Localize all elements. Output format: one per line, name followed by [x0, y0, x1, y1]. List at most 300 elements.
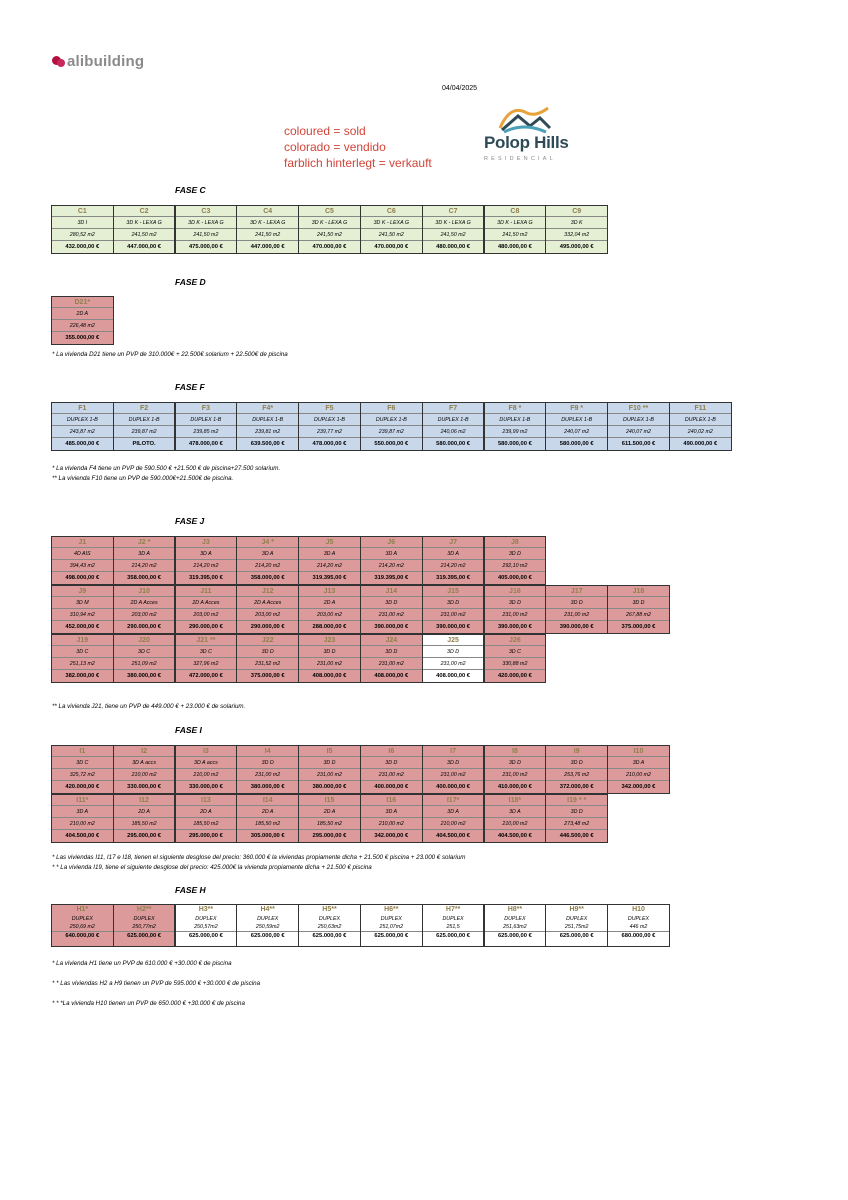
unit-type: 3D A [237, 548, 298, 560]
unit-area: 214,20 m2 [114, 560, 175, 572]
unit-type: 3D K - LEXA G [423, 217, 484, 229]
unit-area: 251,13 m2 [52, 658, 113, 670]
unit-cell-f7 [422, 402, 485, 451]
unit-id: I9 [546, 746, 607, 757]
unit-area: 214,20 m2 [176, 560, 237, 572]
unit-cell-f3 [175, 402, 238, 451]
unit-area: 241,50 m2 [176, 229, 237, 241]
unit-price: 580.000,00 € [436, 441, 471, 447]
unit-price: 447.000,00 € [127, 244, 162, 250]
unit-price: 358.000,00 € [127, 575, 162, 581]
unit-id: H8** [507, 906, 523, 913]
phase-f-title: FASE F [175, 382, 205, 392]
legend-line-es: colorado = vendido [284, 140, 386, 154]
unit-id: J18 [608, 586, 669, 597]
unit-id: I4 [237, 746, 298, 757]
unit-type: 2D A Acces [237, 597, 298, 609]
unit-cell-f2 [113, 402, 176, 451]
unit-area: 243,87 m2 [52, 426, 113, 438]
unit-area: 239,87 m2 [114, 426, 175, 438]
phase-f-note-1: * La vivienda F4 tiene un PVP de 590.500 € +21.500 € de piscina+27.500 solarium. [52, 465, 281, 472]
unit-cell-j22 [236, 634, 299, 683]
unit-price: 625.000,00 € [114, 931, 175, 940]
unit-cell-j26 [484, 634, 547, 683]
unit-type: 3D A [176, 548, 237, 560]
unit-price: 342.000,00 € [621, 784, 656, 790]
unit-cell-j25 [422, 634, 485, 683]
unit-cell-i9 [545, 745, 608, 794]
unit-price: 478.000,00 € [188, 441, 223, 447]
unit-area: 251,07m2 [379, 924, 404, 930]
unit-cell-j23 [298, 634, 361, 683]
unit-type: 3D M [52, 597, 113, 609]
unit-type: 3D A [361, 806, 422, 818]
unit-type: 3D A [114, 548, 175, 560]
legend-line-de: farblich hinterlegt = verkauft [284, 156, 432, 170]
unit-area: 394,43 m2 [52, 560, 113, 572]
unit-price: 295.000,00 € [127, 833, 162, 839]
unit-type: 3D A [299, 548, 360, 560]
unit-type: 2D A [299, 597, 360, 609]
unit-price: 288.000,00 € [312, 624, 347, 630]
unit-price: 390.000,00 € [374, 624, 409, 630]
unit-area: 241,50 m2 [423, 229, 484, 241]
unit-type: 3D K - LEXA G [299, 217, 360, 229]
unit-id: J9 [52, 586, 113, 597]
unit-id: I8 [485, 746, 546, 757]
unit-cell-h6 [360, 904, 423, 947]
unit-id: I5 [299, 746, 360, 757]
unit-cell-j11 [175, 585, 238, 634]
unit-cell-h8 [484, 904, 547, 947]
unit-type: 3D D [299, 646, 360, 658]
unit-price: 447.000,00 € [250, 244, 285, 250]
unit-cell-j20 [113, 634, 176, 683]
unit-id: I19 * * [546, 795, 607, 806]
unit-price: 625.000,00 € [237, 931, 298, 940]
unit-area: 210,00 m2 [361, 818, 422, 830]
unit-cell-i8 [484, 745, 547, 794]
unit-type: 3D I [52, 217, 113, 229]
unit-type: DUPLEX 1-B [237, 414, 298, 426]
unit-type: 2D A [114, 806, 175, 818]
unit-type: 3D K [546, 217, 607, 229]
unit-type: DUPLEX 1-B [114, 414, 175, 426]
unit-id: J8 [485, 537, 546, 548]
unit-cell-i12 [113, 794, 176, 843]
unit-cell-d21 [51, 296, 114, 345]
unit-id: H2** [136, 906, 152, 913]
unit-cell-i2 [113, 745, 176, 794]
unit-id: I6 [361, 746, 422, 757]
unit-type: 3D A accs [176, 757, 237, 769]
unit-cell-j16 [484, 585, 547, 634]
unit-price: 410.000,00 € [497, 784, 532, 790]
unit-id: J23 [299, 635, 360, 646]
unit-area: 203,00 m2 [176, 609, 237, 621]
unit-area: 210,00 m2 [485, 818, 546, 830]
unit-cell-i5 [298, 745, 361, 794]
unit-type: DUPLEX 1-B [546, 414, 607, 426]
unit-type: 3D D [423, 597, 484, 609]
unit-id: F9 * [546, 403, 607, 414]
unit-price: 380.000,00 € [250, 784, 285, 790]
unit-type: 3D D [546, 757, 607, 769]
unit-type: 3D D [237, 757, 298, 769]
unit-cell-i15 [298, 794, 361, 843]
phase-j-note: ** La vivienda J21, tiene un PVP de 449.000 € + 23.000 € de solarium. [52, 703, 246, 710]
unit-type: 3D D [485, 548, 546, 560]
unit-price: 330.000,00 € [127, 784, 162, 790]
unit-price: 319.395,00 € [188, 575, 223, 581]
unit-price: 375.000,00 € [621, 624, 656, 630]
unit-price: 420.000,00 € [497, 673, 532, 679]
unit-area: 231,00 m2 [361, 609, 422, 621]
unit-price: 319.395,00 € [436, 575, 471, 581]
unit-area: 185,50 m2 [114, 818, 175, 830]
unit-id: C3 [176, 206, 237, 217]
unit-cell-j14 [360, 585, 423, 634]
unit-area: 231,00 m2 [361, 658, 422, 670]
phase-h-title: FASE H [175, 885, 206, 895]
unit-price: 375.000,00 € [250, 673, 285, 679]
phase-i-title: FASE I [175, 725, 202, 735]
unit-price: 625.000,00 € [423, 931, 484, 940]
unit-cell-i10 [607, 745, 670, 794]
unit-cell-c9 [545, 205, 608, 254]
unit-cell-h4 [236, 904, 299, 947]
unit-cell-j13 [298, 585, 361, 634]
unit-type: 3D D [546, 597, 607, 609]
unit-id: I7 [423, 746, 484, 757]
unit-cell-i6 [360, 745, 423, 794]
unit-cell-c6 [360, 205, 423, 254]
unit-price: 305.000,00 € [250, 833, 285, 839]
unit-price: 485.000,00 € [65, 441, 100, 447]
unit-type: 3D K - LEXA G [485, 217, 546, 229]
unit-type: DUPLEX [380, 916, 402, 922]
unit-price: 295.000,00 € [188, 833, 223, 839]
unit-type: 3D C [176, 646, 237, 658]
unit-price: 640.000,00 € [52, 931, 113, 940]
unit-type: 3D A [608, 757, 669, 769]
unit-type: 3D D [361, 646, 422, 658]
unit-type: 3D A [423, 548, 484, 560]
unit-id: F5 [299, 403, 360, 414]
unit-type: 3D K - LEXA G [237, 217, 298, 229]
unit-area: 250,57m2 [194, 924, 218, 930]
unit-area: 267,88 m2 [608, 609, 669, 621]
unit-type: 2D A [176, 806, 237, 818]
unit-cell-c5 [298, 205, 361, 254]
unit-area: 239,99 m2 [485, 426, 546, 438]
unit-cell-f8 [484, 402, 547, 451]
unit-area: 332,04 m2 [546, 229, 607, 241]
unit-cell-i13 [175, 794, 238, 843]
unit-area: 210,00 m2 [52, 818, 113, 830]
unit-price: 319.395,00 € [312, 575, 347, 581]
unit-cell-j24 [360, 634, 423, 683]
unit-id: J12 [237, 586, 298, 597]
unit-type: 3D C [485, 646, 546, 658]
unit-type: 3D D [423, 646, 484, 658]
unit-area: 214,20 m2 [237, 560, 298, 572]
unit-price: 470.000,00 € [312, 244, 347, 250]
unit-price: 550.000,00 € [374, 441, 409, 447]
unit-cell-f9 [545, 402, 608, 451]
unit-cell-j18 [607, 585, 670, 634]
unit-type: DUPLEX 1-B [299, 414, 360, 426]
unit-type: 3D A [52, 806, 113, 818]
unit-id: I2 [114, 746, 175, 757]
unit-id: J11 [176, 586, 237, 597]
unit-type: 3D D [237, 646, 298, 658]
unit-type: 3D D [361, 597, 422, 609]
unit-id: I14 [237, 795, 298, 806]
unit-cell-h9 [545, 904, 608, 947]
unit-cell-j19 [51, 634, 114, 683]
unit-type: 3D C [52, 646, 113, 658]
unit-type: 3D K - LEXA G [176, 217, 237, 229]
unit-cell-j3 [175, 536, 238, 585]
unit-cell-j1 [51, 536, 114, 585]
unit-id: F4* [237, 403, 298, 414]
unit-id: J26 [485, 635, 546, 646]
unit-price: 625.000,00 € [176, 931, 237, 940]
unit-price: 478.000,00 € [312, 441, 347, 447]
unit-type: 2D A [237, 806, 298, 818]
unit-id: I13 [176, 795, 237, 806]
unit-price: 404.500,00 € [436, 833, 471, 839]
unit-id: I10 [608, 746, 669, 757]
unit-price: 290.000,00 € [250, 624, 285, 630]
unit-area: 240,02 m2 [670, 426, 731, 438]
unit-cell-i4 [236, 745, 299, 794]
unit-price: 408.000,00 € [374, 673, 409, 679]
unit-price: 490.000,00 € [683, 441, 718, 447]
unit-id: I3 [176, 746, 237, 757]
unit-id: C9 [546, 206, 607, 217]
unit-type: 3D A [423, 806, 484, 818]
unit-area: 310,94 m2 [52, 609, 113, 621]
unit-type: DUPLEX 1-B [361, 414, 422, 426]
unit-price: 380.000,00 € [127, 673, 162, 679]
unit-type: 3D C [52, 757, 113, 769]
unit-cell-h7 [422, 904, 485, 947]
unit-area: 239,81 m2 [237, 426, 298, 438]
unit-area: 280,52 m2 [52, 229, 113, 241]
unit-type: DUPLEX [195, 916, 217, 922]
phase-i-note-2: * * La vivienda I19, tiene el siguiente desglose del precio: 425.000€ la vivienda propiamente dicha + 21.500 € piscina [52, 864, 372, 871]
unit-price: 498.000,00 € [65, 575, 100, 581]
unit-type: 3D D [361, 757, 422, 769]
unit-id: H1* [76, 906, 89, 913]
unit-area: 241,50 m2 [237, 229, 298, 241]
unit-price: 495.000,00 € [559, 244, 594, 250]
unit-price: 290.000,00 € [188, 624, 223, 630]
unit-area: 231,52 m2 [237, 658, 298, 670]
unit-id: C6 [361, 206, 422, 217]
unit-id: I12 [114, 795, 175, 806]
unit-type: 3D D [546, 806, 607, 818]
unit-cell-i1 [51, 745, 114, 794]
unit-type: DUPLEX 1-B [485, 414, 546, 426]
unit-id: C1 [52, 206, 113, 217]
unit-cell-c2 [113, 205, 176, 254]
unit-area: 251,09 m2 [114, 658, 175, 670]
unit-area: 239,85 m2 [176, 426, 237, 438]
unit-id: F6 [361, 403, 422, 414]
unit-id: H4** [260, 906, 275, 913]
unit-cell-i14 [236, 794, 299, 843]
unit-cell-j12 [236, 585, 299, 634]
unit-id: J19 [52, 635, 113, 646]
unit-cell-j7 [422, 536, 485, 585]
unit-cell-j5 [298, 536, 361, 585]
unit-cell-f5 [298, 402, 361, 451]
unit-id: F10 ** [608, 403, 669, 414]
unit-id: I1 [52, 746, 113, 757]
unit-price: 625.000,00 € [546, 931, 607, 940]
unit-cell-f11 [669, 402, 732, 451]
unit-id: J17 [546, 586, 607, 597]
unit-price: 625.000,00 € [299, 931, 360, 940]
unit-cell-j8 [484, 536, 547, 585]
unit-area: 251,63m2 [503, 924, 527, 930]
unit-cell-i3 [175, 745, 238, 794]
sold-legend [284, 123, 432, 171]
unit-type: 3D D [485, 597, 546, 609]
unit-cell-j6 [360, 536, 423, 585]
unit-type: 3D D [485, 757, 546, 769]
unit-cell-h2 [113, 904, 176, 947]
unit-area: 214,20 m2 [361, 560, 422, 572]
unit-area: 241,50 m2 [361, 229, 422, 241]
unit-area: 250,59m2 [255, 924, 280, 930]
unit-price: 625.000,00 € [361, 931, 422, 940]
unit-type: DUPLEX [504, 916, 526, 922]
unit-price: 400.000,00 € [374, 784, 409, 790]
unit-id: J5 [299, 537, 360, 548]
unit-cell-h1 [51, 904, 114, 947]
unit-cell-i7 [422, 745, 485, 794]
logo-text: alibuilding [67, 52, 145, 70]
phase-h-note-3: * * *La vivienda H10 tienen un PVP de 650.000 € +30.000 € de piscina [52, 1000, 245, 1007]
unit-area: 214,20 m2 [423, 560, 484, 572]
unit-type: DUPLEX [257, 916, 279, 922]
unit-id: D21* [52, 297, 113, 308]
unit-price: 639.500,00 € [250, 441, 285, 447]
unit-price: 342.000,00 € [374, 833, 409, 839]
unit-area: 185,50 m2 [176, 818, 237, 830]
unit-area: 231,00 m2 [423, 769, 484, 781]
unit-id: I15 [299, 795, 360, 806]
unit-cell-i19 [545, 794, 608, 843]
unit-id: I18* [485, 795, 546, 806]
unit-price: 390.000,00 € [436, 624, 471, 630]
unit-type: DUPLEX [627, 916, 650, 922]
unit-type: DUPLEX [566, 916, 588, 922]
unit-cell-c3 [175, 205, 238, 254]
unit-area: 241,50 m2 [114, 229, 175, 241]
unit-area: 241,50 m2 [485, 229, 546, 241]
unit-id: H9** [569, 906, 584, 913]
unit-type: 3D D [423, 757, 484, 769]
unit-id: J25 [423, 635, 484, 646]
unit-type: DUPLEX [318, 916, 341, 922]
unit-id: I17* [423, 795, 484, 806]
unit-price: 475.000,00 € [188, 244, 223, 250]
unit-area: 210,00 m2 [423, 818, 484, 830]
unit-cell-c7 [422, 205, 485, 254]
unit-price: 408.000,00 € [436, 673, 471, 679]
unit-area: 203,00 m2 [237, 609, 298, 621]
unit-price: 480.000,00 € [436, 244, 471, 250]
unit-cell-h3 [175, 904, 238, 947]
unit-type: 4D AIS [52, 548, 113, 560]
unit-area: 231,00 m2 [423, 658, 484, 670]
unit-price: 480.000,00 € [497, 244, 532, 250]
unit-area: 250,77m2 [132, 924, 156, 930]
unit-area: 185,50 m2 [299, 818, 360, 830]
unit-area: 231,00 m2 [237, 769, 298, 781]
unit-id: C5 [299, 206, 360, 217]
unit-id: H3** [198, 906, 214, 913]
phase-j-title: FASE J [175, 516, 205, 526]
unit-area: 330,88 m2 [485, 658, 546, 670]
unit-price: 390.000,00 € [497, 624, 532, 630]
unit-id: J7 [423, 537, 484, 548]
unit-cell-f10 [607, 402, 670, 451]
unit-id: C2 [114, 206, 175, 217]
unit-area: 273,48 m2 [546, 818, 607, 830]
unit-id: F8 * [485, 403, 546, 414]
unit-id: H7** [445, 906, 461, 913]
phase-h-note-1: * La vivienda H1 tiene un PVP de 610.000 € +30.000 € de piscina [52, 960, 232, 967]
unit-area: 241,50 m2 [299, 229, 360, 241]
unit-cell-i18 [484, 794, 547, 843]
unit-price: 452.000,00 € [65, 624, 100, 630]
unit-cell-i11 [51, 794, 114, 843]
unit-id: J10 [114, 586, 175, 597]
unit-id: J20 [114, 635, 175, 646]
unit-type: 3D K - LEXA G [361, 217, 422, 229]
unit-price: PILOTO. [132, 441, 156, 447]
unit-cell-f6 [360, 402, 423, 451]
unit-price: 580.000,00 € [497, 441, 532, 447]
unit-id: C4 [237, 206, 298, 217]
unit-price: 446.500,00 € [559, 833, 594, 839]
unit-area: 210,00 m2 [176, 769, 237, 781]
unit-id: H10 [632, 906, 645, 913]
unit-type: 3D A [361, 548, 422, 560]
unit-price: 358.000,00 € [250, 575, 285, 581]
unit-cell-c4 [236, 205, 299, 254]
unit-price: 355.000,00 € [65, 335, 100, 341]
unit-id: J14 [361, 586, 422, 597]
unit-type: DUPLEX 1-B [670, 414, 731, 426]
unit-area: 210,00 m2 [608, 769, 669, 781]
unit-type: 3D K - LEXA G [114, 217, 175, 229]
unit-area: 239,87 m2 [361, 426, 422, 438]
phase-d-title: FASE D [175, 277, 206, 287]
unit-area: 231,00 m2 [485, 609, 546, 621]
phase-h-note-2: * * Las viviendas H2 a H9 tienen un PVP de 595.000 € +30.000 € de piscina [52, 980, 261, 987]
unit-price: 290.000,00 € [127, 624, 162, 630]
legend-line-en: coloured = sold [284, 124, 366, 138]
unit-type: 2D A [52, 308, 113, 320]
polop-hills-brand-sub: RESIDENCIAL [484, 156, 556, 162]
